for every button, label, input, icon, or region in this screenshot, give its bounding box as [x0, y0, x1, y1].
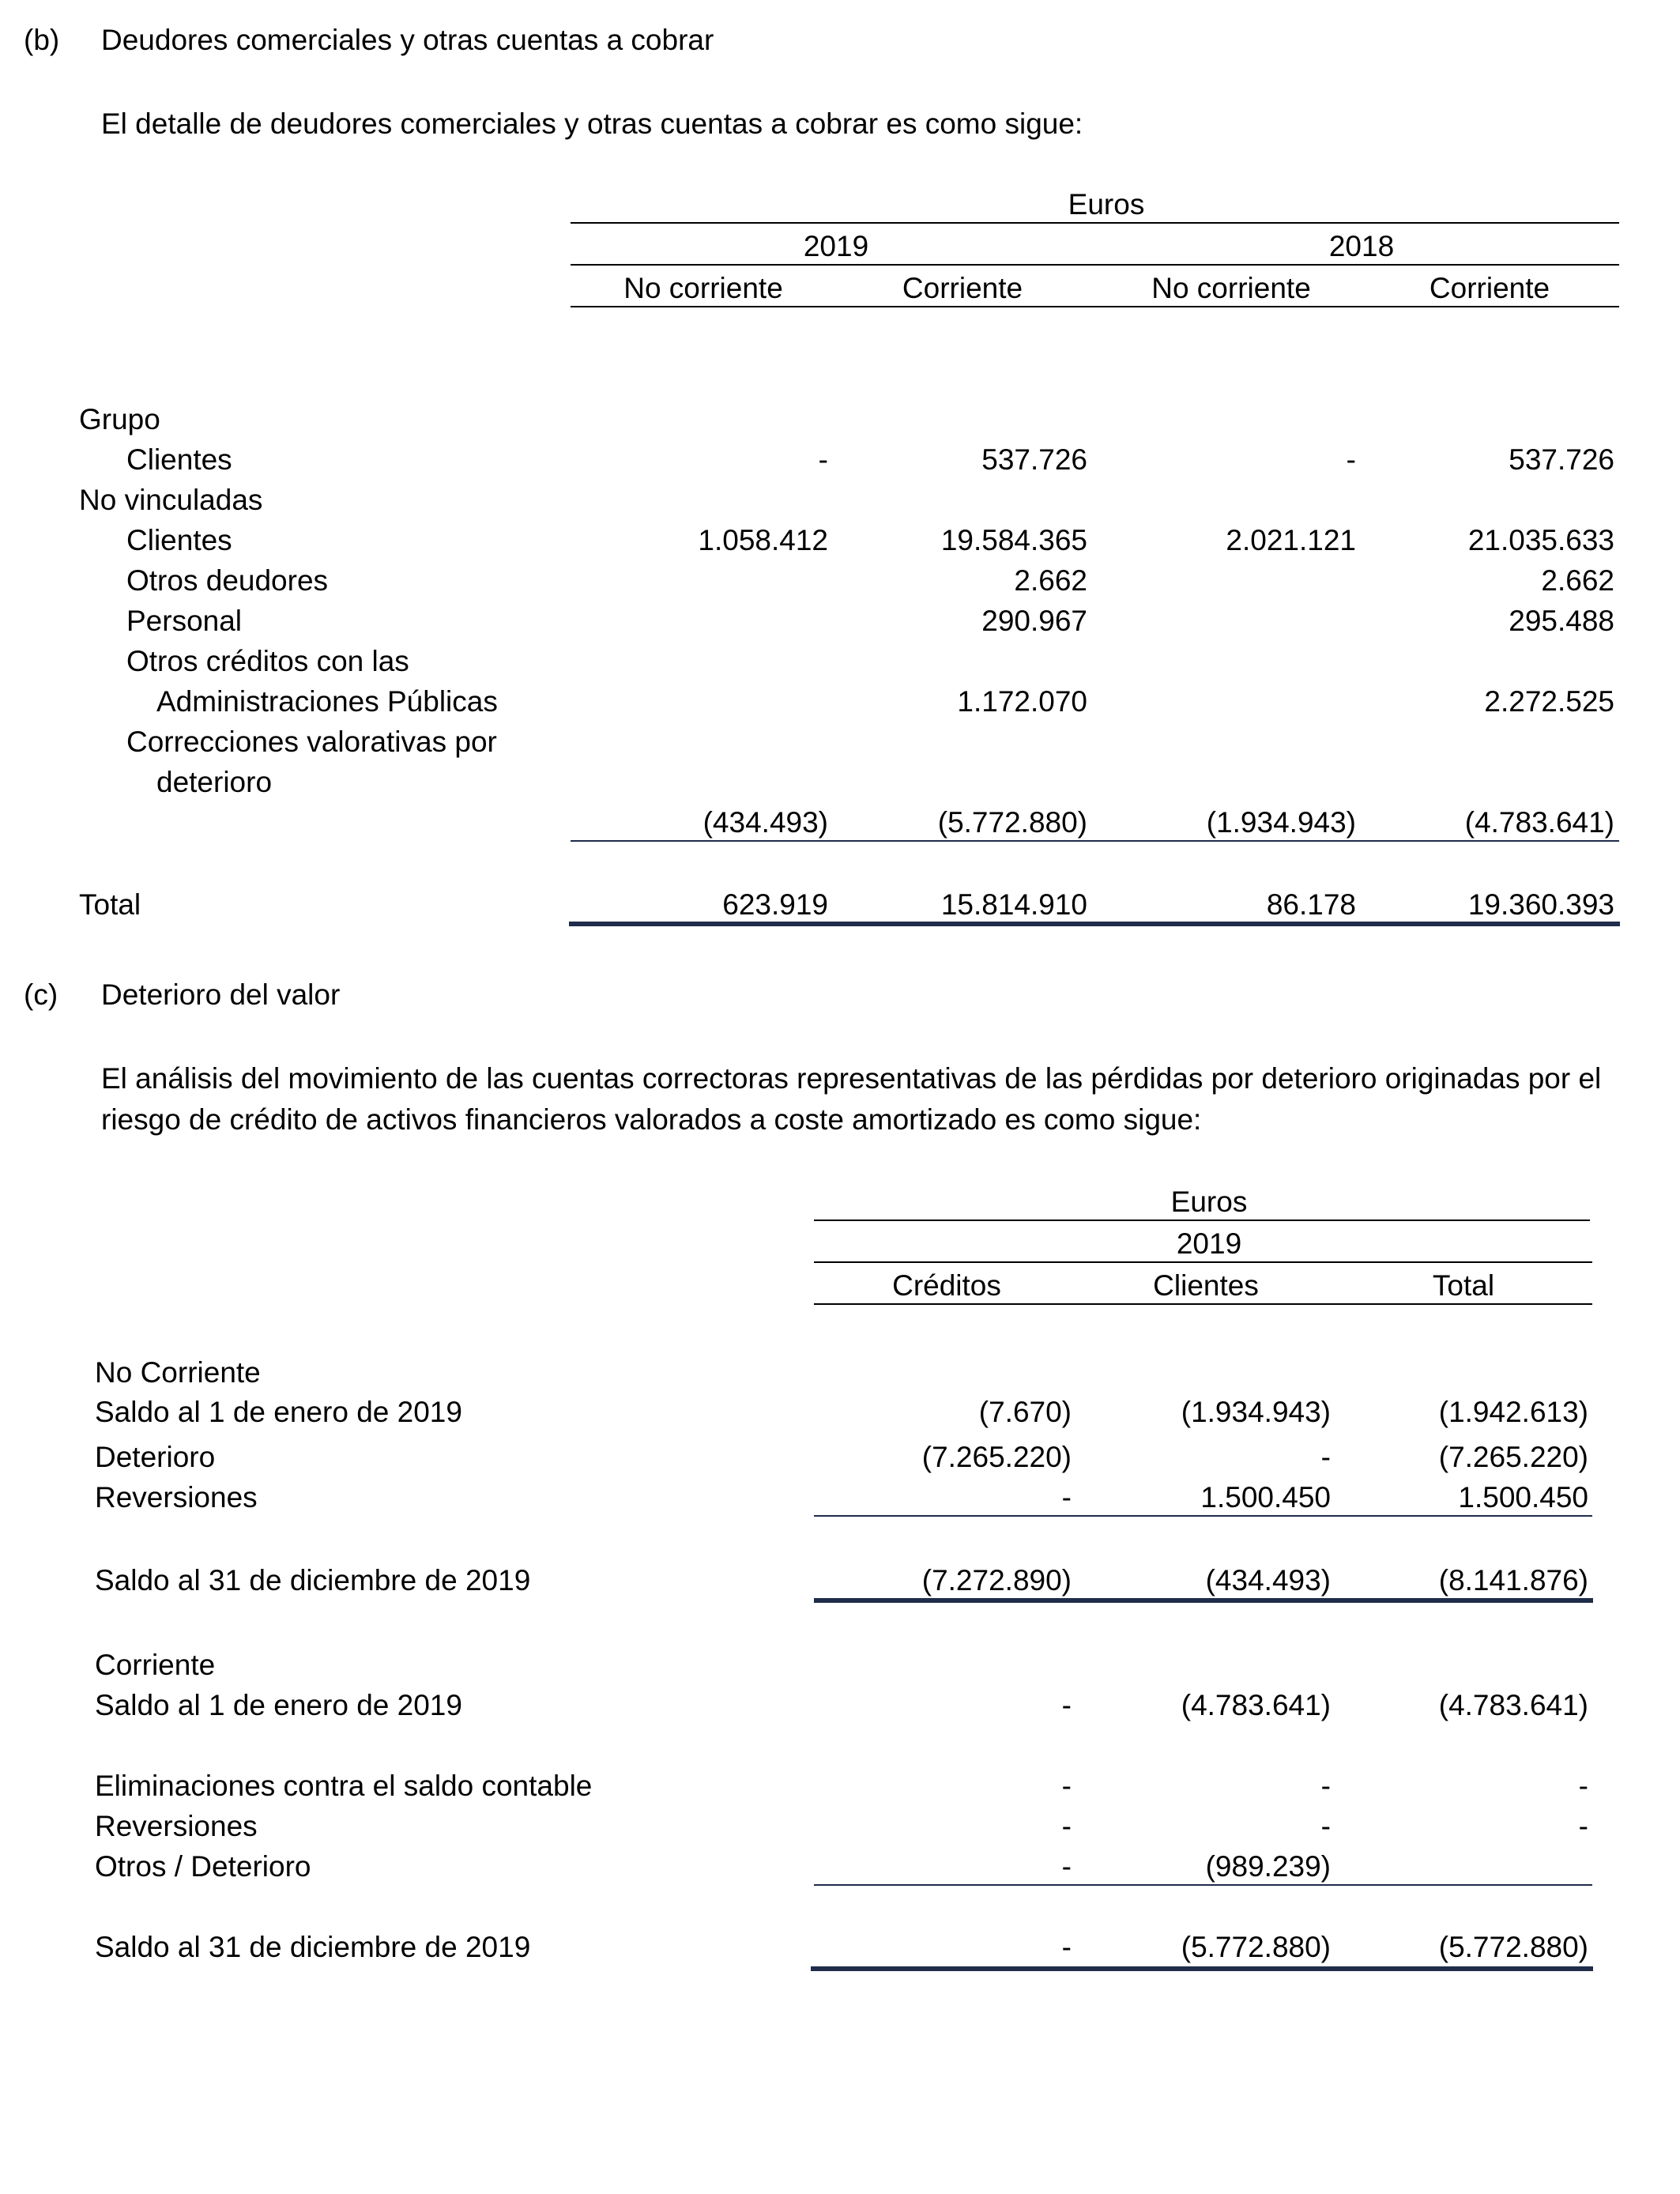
table-b-unit-rule [571, 222, 1619, 224]
closing-double-rule [814, 1598, 1593, 1603]
cell-value: 537.726 [981, 443, 1087, 476]
row-label-continued: Administraciones Públicas [156, 685, 498, 718]
row-label: Clientes [126, 443, 232, 476]
section-b-title: Deudores comerciales y otras cuentas a cobrar [101, 24, 714, 56]
group-heading-no-vinculadas: No vinculadas [79, 484, 263, 516]
cell-value: - [1061, 1689, 1072, 1721]
cell-value: (1.934.943) [1181, 1396, 1331, 1428]
table-b-col-1: No corriente [623, 272, 783, 304]
cell-value: - [1320, 1810, 1331, 1842]
table-c-col-3: Total [1432, 1269, 1495, 1302]
row-label: Correcciones valorativas por [126, 726, 497, 758]
table-c-unit-rule [814, 1220, 1590, 1221]
cell-value: - [1061, 1810, 1072, 1842]
cell-value: - [1346, 443, 1356, 476]
cell-value: 1.058.412 [698, 524, 828, 556]
table-b-col-4: Corriente [1429, 272, 1550, 304]
table-b-col-rule [571, 306, 1619, 307]
cell-value: 21.035.633 [1467, 524, 1614, 556]
cell-value: 1.172.070 [957, 685, 1087, 718]
table-b-col-2: Corriente [902, 272, 1023, 304]
cell-value: - [818, 443, 828, 476]
row-label: Saldo al 1 de enero de 2019 [95, 1396, 462, 1428]
cell-value: (7.265.220) [1438, 1441, 1588, 1473]
row-label: Clientes [126, 524, 232, 556]
table-c-col-2: Clientes [1153, 1269, 1259, 1302]
row-label: Deterioro [95, 1441, 216, 1473]
row-label-continued: deterioro [156, 766, 273, 798]
cell-value: (1.934.943) [1206, 806, 1356, 839]
cell-value: (434.493) [1205, 1564, 1331, 1596]
cell-value: 1.500.450 [1458, 1481, 1588, 1514]
row-label: Otros créditos con las [126, 645, 409, 677]
row-label: Otros deudores [126, 564, 329, 597]
cell-value: (7.670) [978, 1396, 1072, 1428]
table-c-year-rule [814, 1261, 1592, 1263]
table-c-col-1: Créditos [892, 1269, 1001, 1302]
cell-value: - [1061, 1770, 1072, 1802]
cell-value: 2.272.525 [1484, 685, 1614, 718]
cell-value: 623.919 [722, 888, 828, 921]
section-c-intro-line-2: riesgo de crédito de activos financieros valorados a coste amortizado es como sigue: [101, 1103, 1202, 1136]
table-c-year: 2019 [1176, 1227, 1242, 1260]
subtotal-rule [814, 1884, 1592, 1886]
section-c-intro-line-1: El análisis del movimiento de las cuentas correctoras representativas de las pérdidas por deterioro originadas por el [101, 1062, 1602, 1095]
cell-value: 1.500.450 [1200, 1481, 1331, 1514]
row-label: Personal [126, 605, 243, 637]
section-c-title: Deterioro del valor [101, 978, 341, 1011]
cell-value: 86.178 [1266, 888, 1356, 921]
cell-value: (1.942.613) [1438, 1396, 1588, 1428]
row-label: Reversiones [95, 1810, 258, 1842]
cell-value: (434.493) [703, 806, 828, 839]
cell-value: - [1320, 1770, 1331, 1802]
table-c-unit: Euros [1170, 1186, 1248, 1218]
cell-value: (4.783.641) [1438, 1689, 1588, 1721]
subtotal-rule [571, 840, 1619, 842]
total-double-rule [569, 922, 1620, 926]
row-label: Saldo al 1 de enero de 2019 [95, 1689, 462, 1721]
cell-value: 2.662 [1541, 564, 1614, 597]
subtotal-rule [814, 1515, 1592, 1517]
cell-value: - [1061, 1481, 1072, 1514]
cell-value: (8.141.876) [1438, 1564, 1588, 1596]
cell-value: - [1061, 1850, 1072, 1883]
group-heading-corriente: Corriente [95, 1649, 216, 1681]
cell-value: 19.584.365 [940, 524, 1087, 556]
cell-value: 2.021.121 [1226, 524, 1356, 556]
table-b-year-rule [571, 264, 1619, 266]
cell-value: - [1320, 1441, 1331, 1473]
row-label: Eliminaciones contra el saldo contable [95, 1770, 593, 1802]
row-label: Reversiones [95, 1481, 258, 1514]
row-label: Saldo al 31 de diciembre de 2019 [95, 1564, 531, 1596]
row-label: Saldo al 31 de diciembre de 2019 [95, 1931, 531, 1963]
table-b-col-3: No corriente [1151, 272, 1311, 304]
cell-value: 2.662 [1014, 564, 1087, 597]
cell-value: (5.772.880) [1438, 1931, 1588, 1963]
cell-value: 19.360.393 [1467, 888, 1614, 921]
closing-double-rule [811, 1966, 1593, 1971]
section-c-marker: (c) [24, 978, 58, 1011]
cell-value: (7.265.220) [921, 1441, 1072, 1473]
table-c-col-rule [814, 1303, 1592, 1305]
table-b-year-2018: 2018 [1328, 230, 1395, 262]
cell-value: (4.783.641) [1464, 806, 1614, 839]
section-b-marker: (b) [24, 24, 60, 56]
cell-value: (4.783.641) [1181, 1689, 1331, 1721]
cell-value: (989.239) [1205, 1850, 1331, 1883]
total-label: Total [79, 888, 141, 921]
cell-value: 537.726 [1509, 443, 1614, 476]
cell-value: (7.272.890) [921, 1564, 1072, 1596]
row-label: Otros / Deterioro [95, 1850, 311, 1883]
table-b-year-2019: 2019 [803, 230, 869, 262]
section-b-intro: El detalle de deudores comerciales y otras cuentas a cobrar es como sigue: [101, 107, 1083, 140]
cell-value: (5.772.880) [1181, 1931, 1331, 1963]
cell-value: - [1578, 1770, 1588, 1802]
cell-value: - [1578, 1810, 1588, 1842]
group-heading-no-corriente: No Corriente [95, 1356, 261, 1389]
cell-value: 15.814.910 [940, 888, 1087, 921]
cell-value: (5.772.880) [937, 806, 1087, 839]
group-heading-grupo: Grupo [79, 403, 160, 435]
cell-value: 295.488 [1509, 605, 1614, 637]
cell-value: 290.967 [981, 605, 1087, 637]
cell-value: - [1061, 1931, 1072, 1963]
table-b-unit: Euros [1068, 188, 1145, 221]
